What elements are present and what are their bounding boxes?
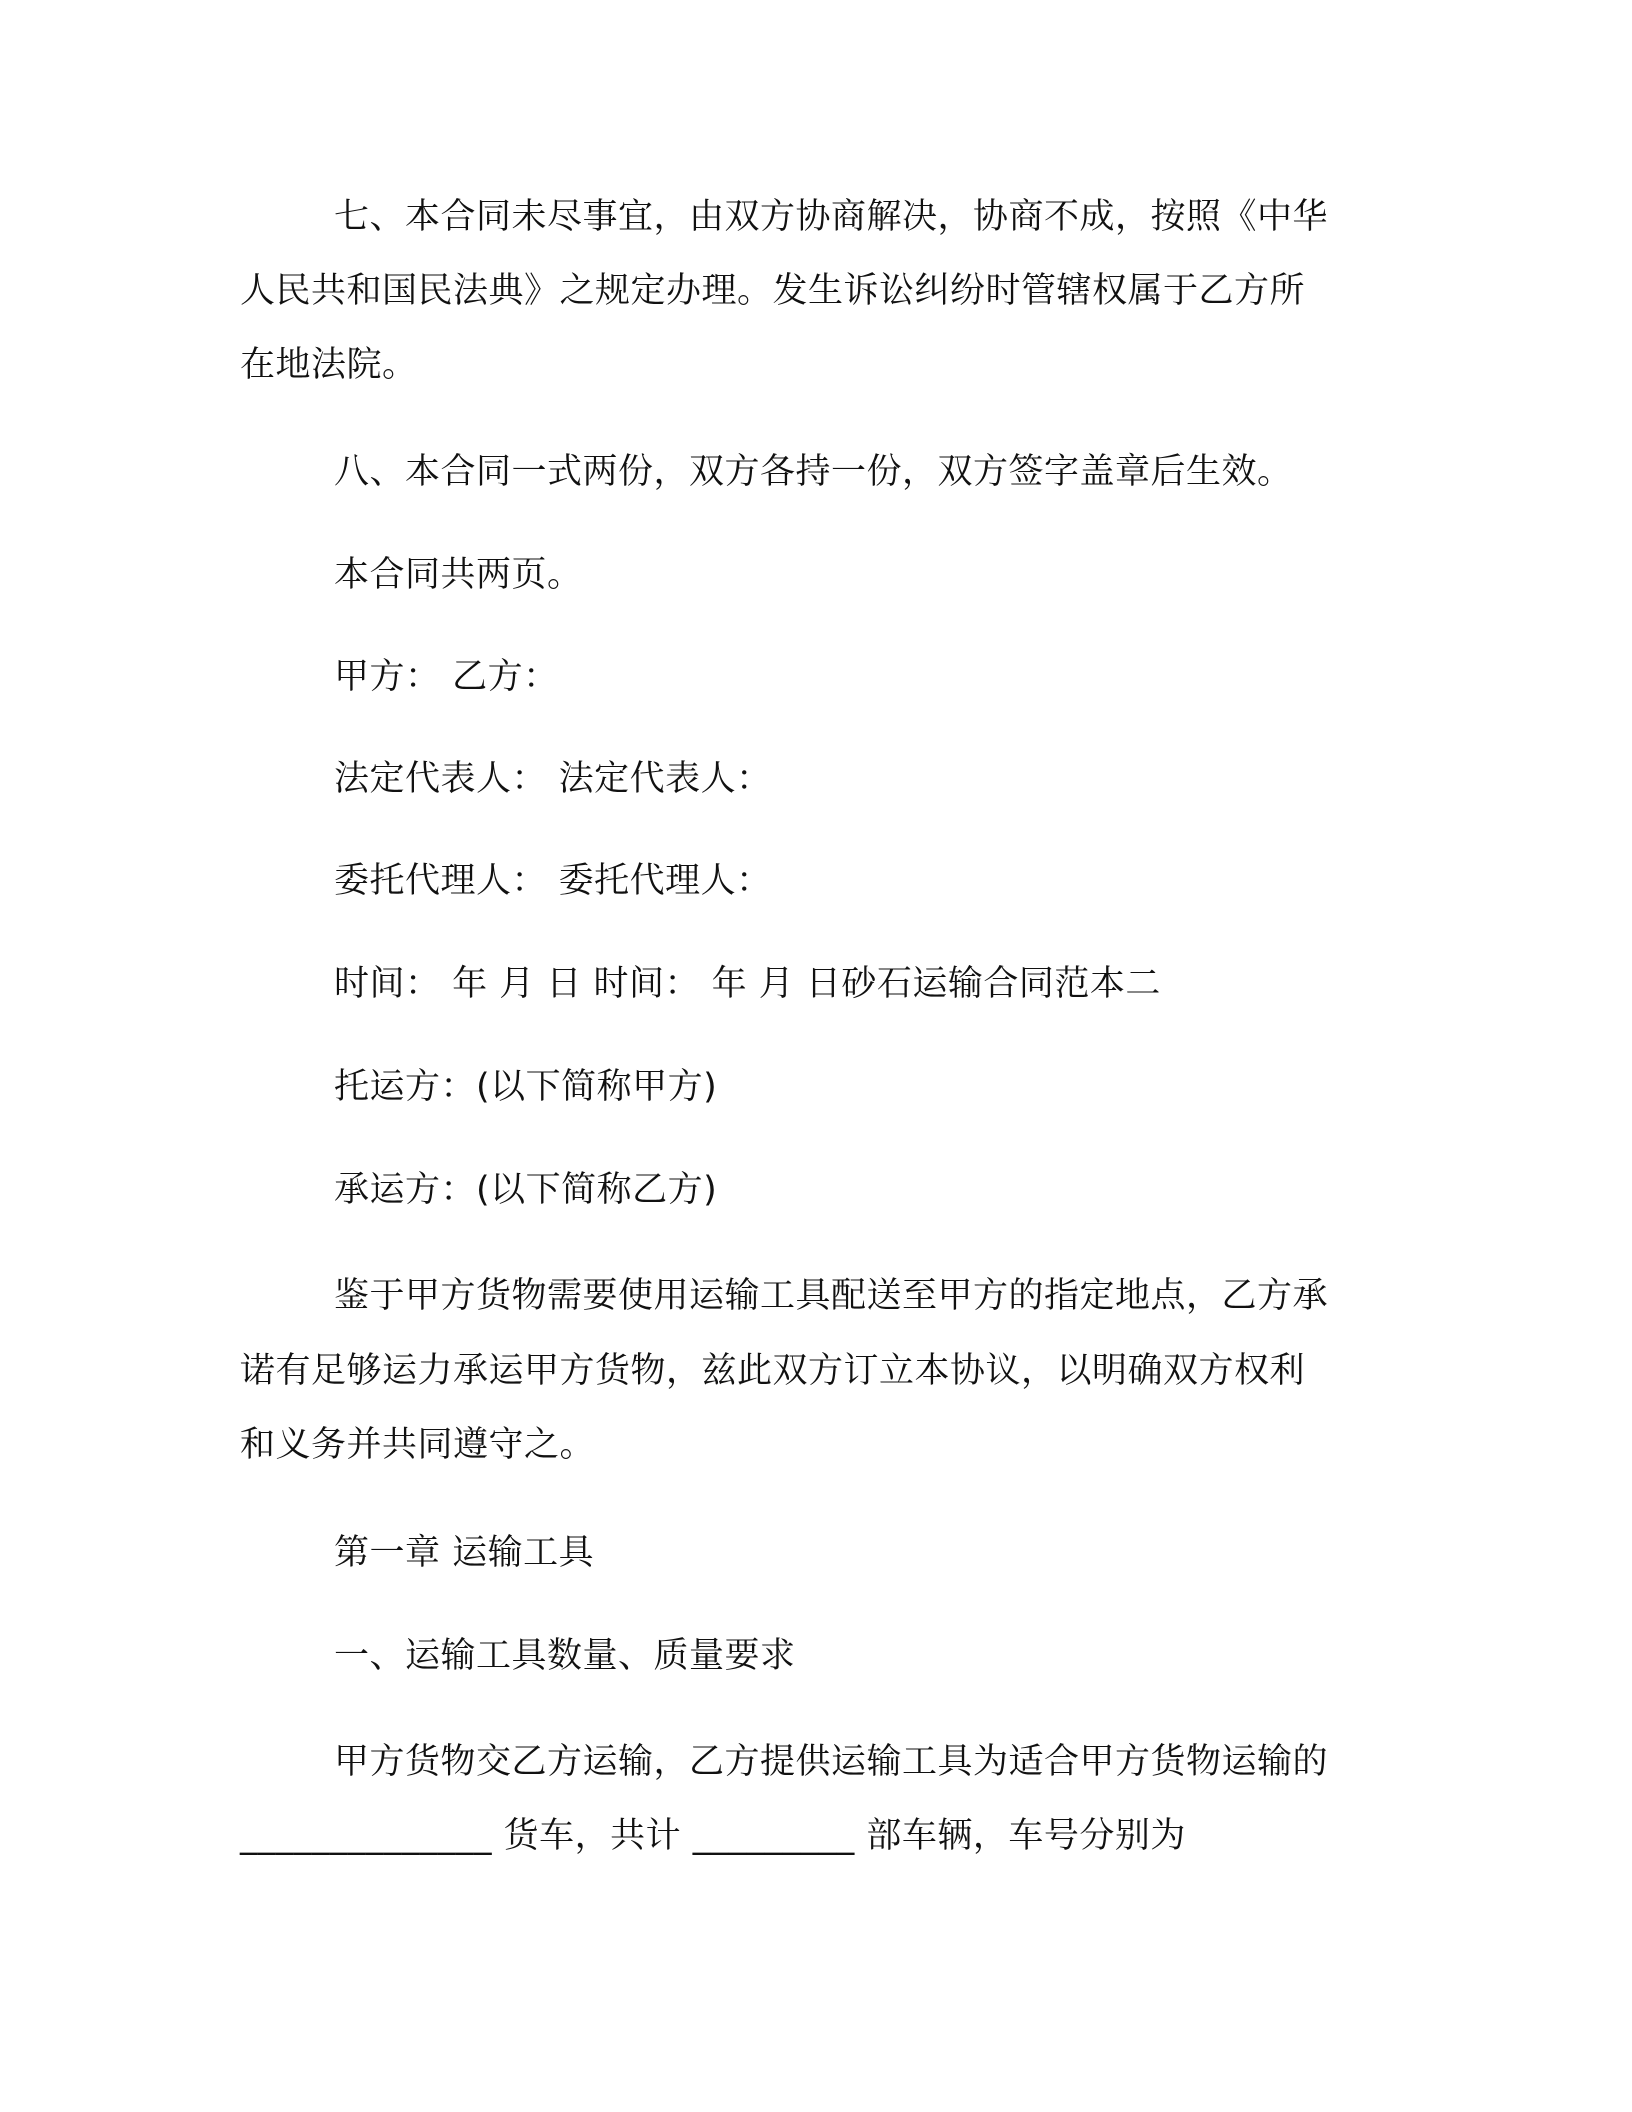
preamble-line-3: 和义务并共同遵守之。	[240, 1425, 596, 1465]
parties-line: 甲方： 乙方：	[334, 657, 559, 697]
preamble-line-2: 诺有足够运力承运甲方货物，兹此双方订立本协议，以明确双方权利	[240, 1351, 1306, 1391]
preamble-line-1: 鉴于甲方货物需要使用运输工具配送至甲方的指定地点，乙方承	[334, 1276, 1329, 1316]
section-heading: 一、运输工具数量、质量要求	[334, 1636, 796, 1676]
shipper-line: 托运方：(以下简称甲方)	[334, 1067, 718, 1107]
chapter-heading: 第一章 运输工具	[334, 1533, 595, 1573]
date-line: 时间： 年 月 日 时间： 年 月 日砂石运输合同范本二	[334, 964, 1161, 1004]
clause-8: 八、本合同一式两份，双方各持一份，双方签字盖章后生效。	[334, 452, 1293, 492]
section-1-body-line-1: 甲方货物交乙方运输，乙方提供运输工具为适合甲方货物运输的	[334, 1742, 1329, 1782]
clause-7-line-2: 人民共和国民法典》之规定办理。发生诉讼纠纷时管辖权属于乙方所	[240, 271, 1306, 311]
clause-7-line-1: 七、本合同未尽事宜，由双方协商解决，协商不成，按照《中华	[334, 197, 1329, 237]
legal-representative-line: 法定代表人： 法定代表人：	[334, 759, 772, 799]
authorized-agent-line: 委托代理人： 委托代理人：	[334, 861, 772, 901]
carrier-line: 承运方：(以下简称乙方)	[334, 1170, 718, 1210]
section-1-body-line-2: ______________ 货车，共计 _________ 部车辆，车号分别为	[240, 1816, 1186, 1856]
page-count-note: 本合同共两页。	[334, 555, 583, 595]
clause-7-line-3: 在地法院。	[240, 345, 418, 385]
